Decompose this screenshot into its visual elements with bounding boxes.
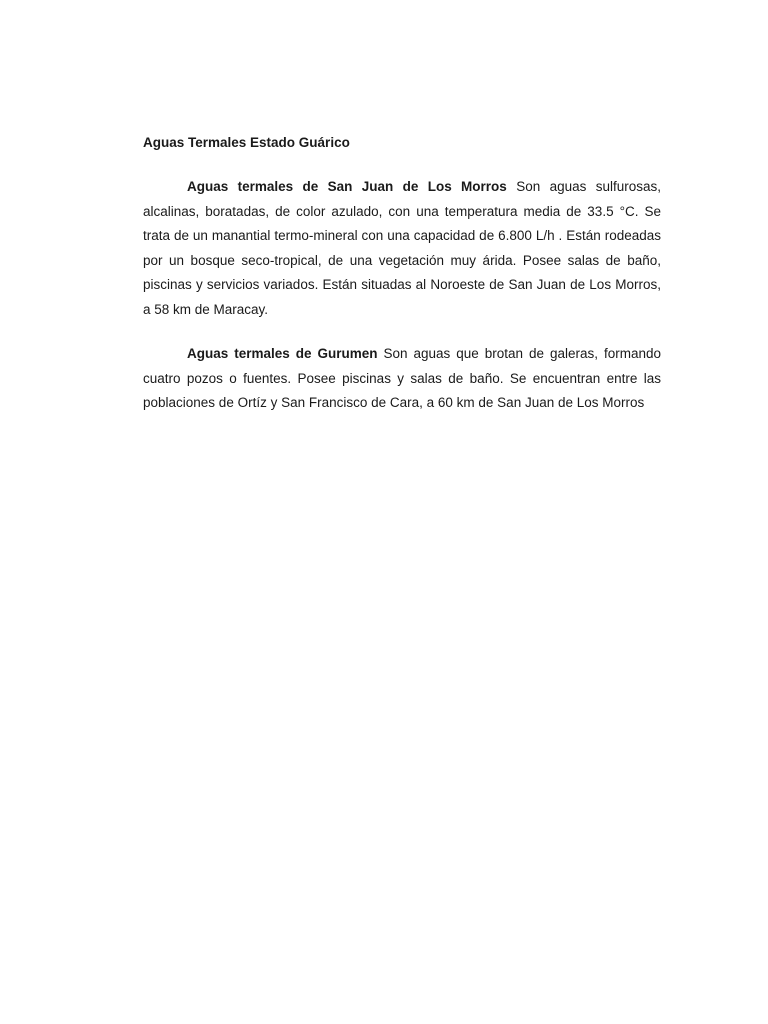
document-title: Aguas Termales Estado Guárico: [143, 135, 350, 150]
paragraph-san-juan: [143, 175, 661, 322]
paragraph-heading: Aguas termales de San Juan de Los Morros: [187, 179, 507, 194]
paragraph-heading: Aguas termales de Gurumen: [187, 346, 378, 361]
document-body: [143, 131, 661, 436]
paragraph-gurumen: [143, 342, 661, 416]
paragraph-text: Son aguas que brotan de galeras, formando cuatro pozos o fuentes. Posee piscinas y salas de baño. Se encuentran entre las poblaciones de Ortíz y San Francisco de Cara, a 60 km de San Juan de Los Morros: [143, 346, 661, 410]
paragraph-text: Son aguas sulfurosas, alcalinas, boratadas, de color azulado, con una temperatura media de 33.5 °C. Se trata de un manantial termo-mineral con una capacidad de 6.800 L/h . Están rodeadas por un bosque seco-tropical, de una vegetación muy árida. Posee salas de baño, piscinas y servicios variados. Están situadas al Noroeste de San Juan de Los Morros, a 58 km de Maracay.: [143, 179, 661, 317]
